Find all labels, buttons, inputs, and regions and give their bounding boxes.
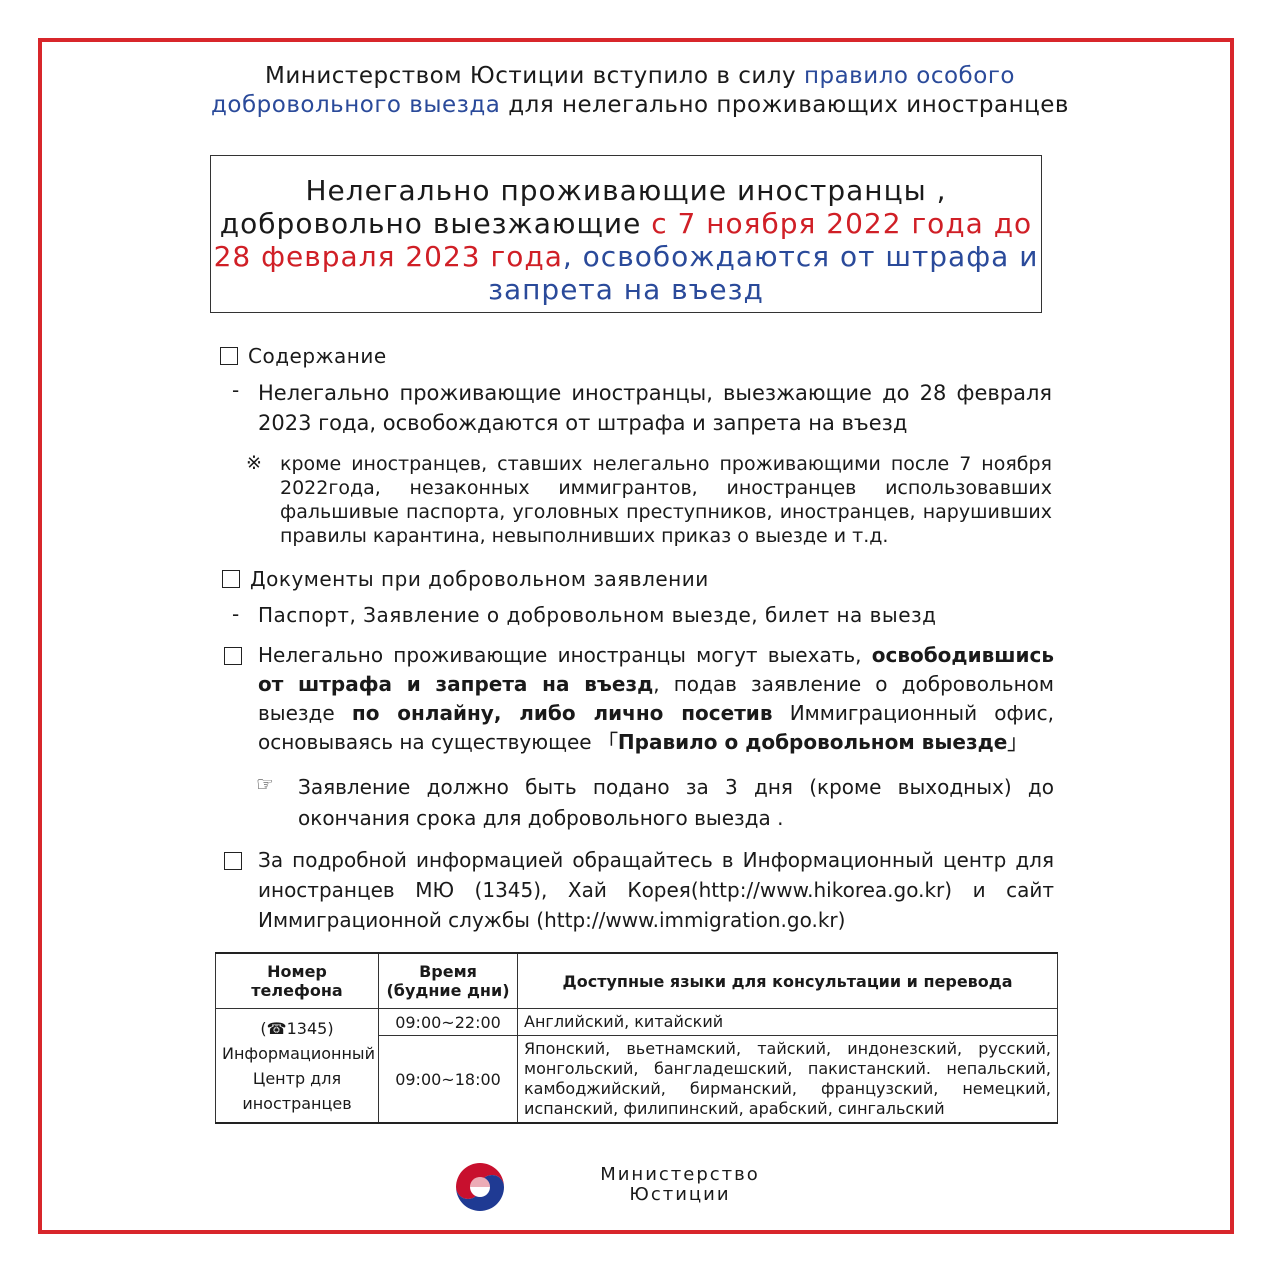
phone-cell: (☎1345) Информационный Центр для иностранцев (216, 1009, 379, 1124)
ministry-line1: Министерство (600, 1164, 760, 1185)
dash-marker: - (232, 378, 240, 402)
intro-heading (200, 62, 1080, 120)
government-emblem-icon (455, 1162, 505, 1212)
documents-item-text: Паспорт, Заявление о добровольном выезде, билет на выезд (258, 603, 937, 627)
procedure-text1: Нелегально проживающие иностранцы могут выехать, (258, 643, 872, 667)
checkbox-icon (220, 347, 238, 365)
langs-cell: Английский, китайский (518, 1009, 1058, 1036)
procedure-text2: , подав заявление о добровольном выезде (258, 672, 1054, 725)
time-cell: 09:00~18:00 (379, 1036, 518, 1124)
dash-marker: - (232, 602, 240, 626)
procedure-bold3: 「Правило о добровольном выезде」 (597, 730, 1028, 754)
section-procedure (224, 641, 1054, 757)
procedure-bold1: освободившись от штрафа и запрета на въезд (258, 643, 1054, 696)
procedure-text3: Иммиграционный офис, основываясь на существующее (258, 701, 1054, 754)
procedure-note (256, 772, 1054, 834)
section-documents-title (222, 566, 709, 592)
section-content-title-text: Содержание (248, 344, 387, 368)
table-header-time: Время (будние дни) (379, 953, 518, 1009)
checkbox-icon (222, 570, 240, 588)
content-item (232, 378, 1052, 438)
headline-part1: Нелегально проживающие иностранцы , добровольно выезжающие (219, 174, 947, 240)
section-content-title (220, 343, 387, 369)
table-header-row (216, 953, 1058, 1009)
contact-text: За подробной информацией обращайтесь в Информационный центр для иностранцев МЮ (1345), Хай Корея(http://www.hikorea.go.kr) и сайт Иммиграционной службы (http://www.immigration.go.kr) (258, 848, 1054, 932)
documents-item (232, 602, 1052, 628)
intro-part1: Министерством Юстиции вступило в силу (265, 63, 804, 89)
content-note-text: кроме иностранцев, ставших нелегально проживающими после 7 ноября 2022года, незаконных иммигрантов, иностранцев использовавших фальшивые паспорта, уголовных преступников, иностранцев, нарушивших правилы карантина, невыполнивших приказ о выезде и т.д. (280, 453, 1052, 547)
section-contact (224, 845, 1054, 935)
table-header-langs: Доступные языки для консультации и перевода (518, 953, 1058, 1009)
langs-cell: Японский, вьетнамский, тайский, индонезский, русский, монгольский, бангладешский, пакистанский. непальский, камбоджийский, бирманский, французский, немецкий, испанский, филипинский, арабский, сингальский (518, 1036, 1058, 1124)
section-documents-title-text: Документы при добровольном заявлении (250, 567, 709, 591)
checkbox-icon (224, 647, 242, 665)
table-header-phone: Номер телефона (216, 953, 379, 1009)
content-item-text: Нелегально проживающие иностранцы, выезжающие до 28 февраля 2023 года, освобождаются от штрафа и запрета на въезд (258, 381, 1052, 435)
procedure-bold2: по онлайну, либо лично посетив (351, 701, 773, 725)
headline-part2: , освобождаются от штрафа и запрета на въезд (488, 240, 1039, 306)
content-note (246, 452, 1052, 548)
headline-dates: с 7 ноября 2022 года до 28 февраля 2023 года (213, 207, 1033, 273)
time-cell: 09:00~22:00 (379, 1009, 518, 1036)
procedure-note-text: Заявление должно быть подано за 3 дня (кроме выходных) до окончания срока для добровольного выезда . (298, 775, 1054, 830)
note-mark: ※ (246, 452, 262, 474)
ministry-line2: Юстиции (629, 1184, 731, 1205)
intro-part2: для нелегально проживающих иностранцев (500, 92, 1069, 118)
headline-box (210, 155, 1042, 313)
procedure-text (258, 641, 1054, 757)
intro-highlight: правило особого добровольного выезда (211, 63, 1015, 118)
pointing-hand-icon: ☞ (256, 772, 274, 796)
table-row (216, 1009, 1058, 1036)
hotline-table (215, 952, 1058, 1124)
ministry-label (580, 1165, 780, 1205)
checkbox-icon (224, 852, 242, 870)
